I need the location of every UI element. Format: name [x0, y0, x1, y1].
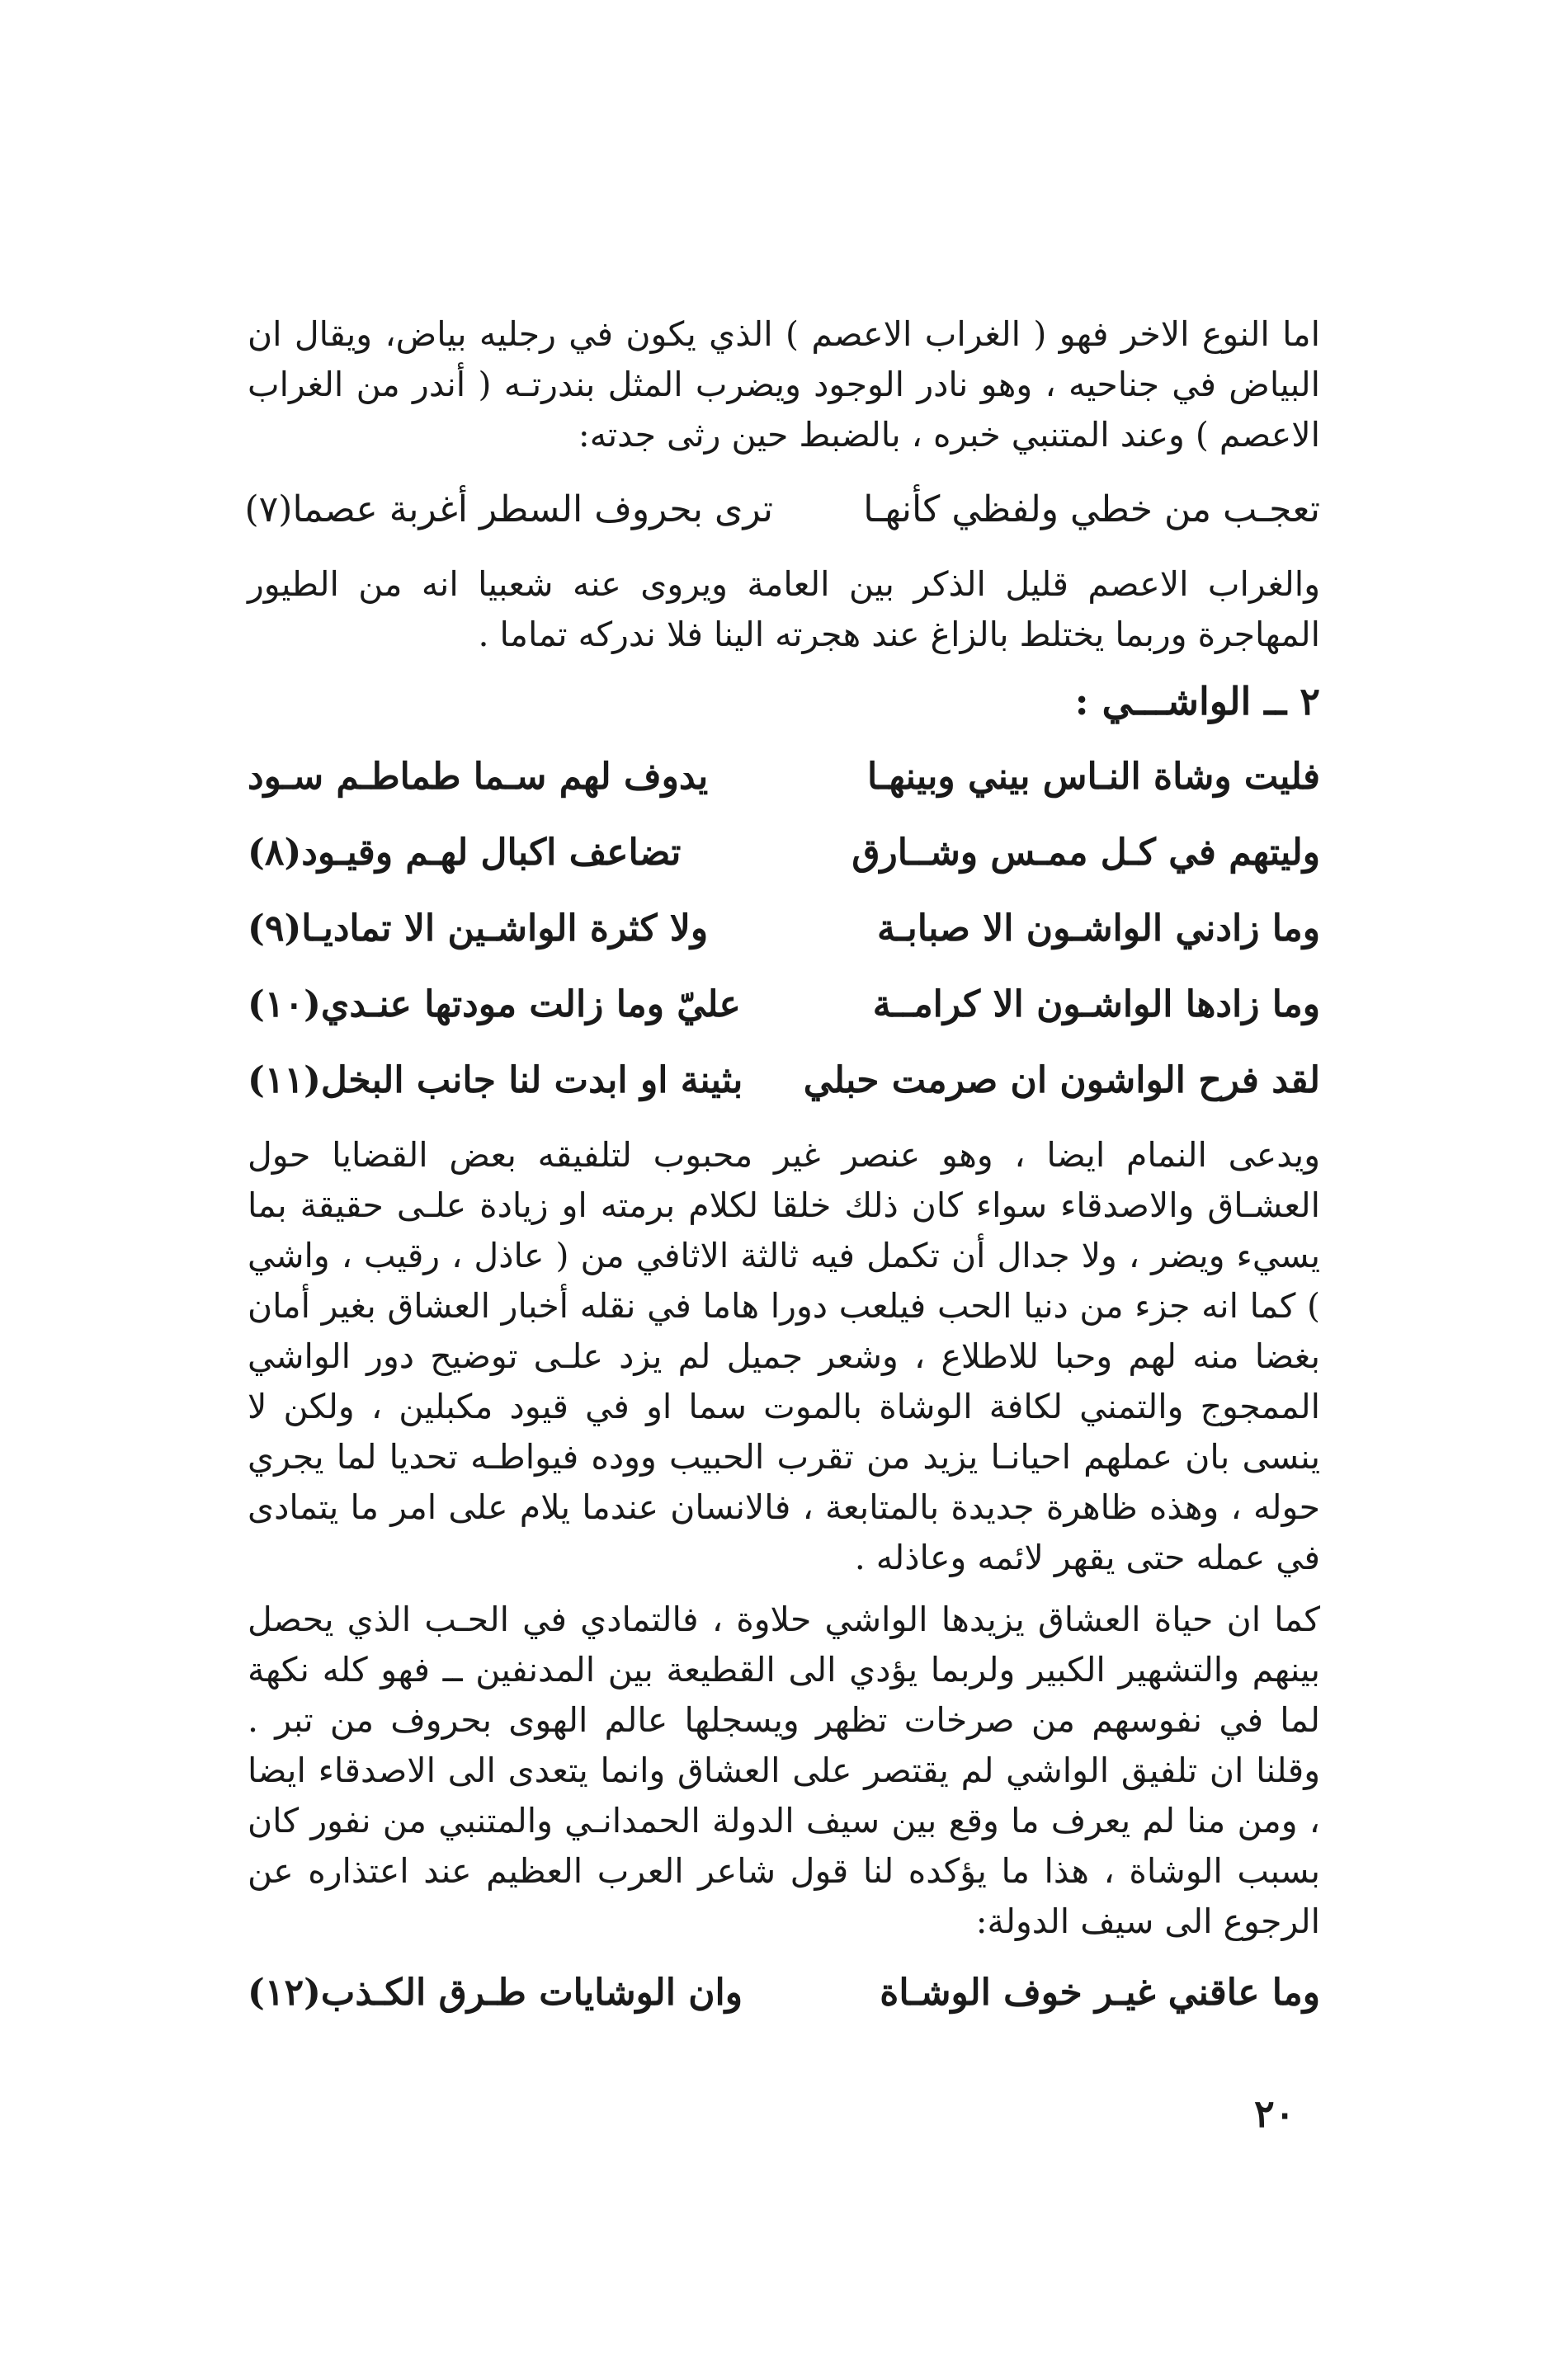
- verse-first-hemistich: وليتهم في كـل ممـس وشــارق: [851, 832, 1320, 874]
- verses-block: [248, 739, 1320, 1119]
- verse-line: [248, 891, 1320, 967]
- paragraph-2: والغراب الاعصم قليل الذكر بين العامة ويروى عنه شعبيا انه من الطيور المهاجرة وربما يختلط بالزاغ عند هجرته الينا فلا ندركه تماما .: [248, 564, 1320, 654]
- verse-line: [244, 472, 1320, 548]
- paragraph-3: ويدعى النمام ايضا ، وهو عنصر غير محبوب لتلفيقه بعض القضايا حول العشـاق والاصدقاء سواء كان ذلك خلقا لكلام برمته او زيادة علـى حقيقة بما يسيء ويضر ، ولا جدال أن تكمل فيه ثالثة الاثافي من ( عاذل ، رقيب ، واشي ) كما انه جزء من دنيا الحب فيلعب دورا هاما في نقله أخبار العشاق بغير أمان بغضا منه لهم وحبا للاطلاع ، وشعر جميل لم يزد علـى توضيح دور الواشي الممجوج والتمني لكافة الوشاة بالموت سما او في قيود مكبلين ، ولكن لا ينسى بان عملهم احيانـا يزيد من تقرب الحبيب ووده فيواطـه تحديا لما يجري حوله ، وهذه ظاهرة جديدة بالمتابعة ، فالانسان عندما يلام على امر ما يتمادى في عمله حتى يقهر لائمه وعاذله .: [248, 1135, 1320, 1577]
- verse-line: [248, 815, 1320, 891]
- verse-first-hemistich: لقد فرح الواشون ان صرمت حبلي: [803, 1059, 1320, 1101]
- verse-second-hemistich: بثينة او ابدت لنا جانب البخل(١١): [248, 1059, 743, 1101]
- verse-first-hemistich: وما زادني الواشـون الا صبابـة: [877, 907, 1320, 950]
- verse-first-hemistich: تعجـب من خطي ولفظي كأنهـا: [863, 488, 1320, 530]
- verse-second-hemistich: عليّ وما زالت مودتها عنـدي(١٠): [248, 983, 741, 1025]
- verse-line: [248, 967, 1320, 1043]
- page-number: ٢٠: [1254, 2091, 1295, 2136]
- verse-line: [248, 739, 1320, 815]
- verse-second-hemistich: تضاعف اكبال لهـم وقيـود(٨): [248, 832, 682, 874]
- paragraph-4: كما ان حياة العشاق يزيدها الواشي حلاوة ، فالتمادي في الحـب الذي يحصل بينهم والتشهير الكبير ولربما يؤدي الى القطيعة بين المدنفين ــ فهو كله نكهة لما في نفوسهم من صرخات تظهر ويسجلها عالم الهوى بحروف من تبر . وقلنا ان تلفيق الواشي لم يقتصر على العشاق وانما يتعدى الى الاصدقاء ايضا ، ومن منا لم يعرف ما وقع بين سيف الدولة الحمدانـي والمتنبي من نفور كان بسبب الوشاة ، هذا ما يؤكده لنا قول شاعر العرب العظيم عند اعتذاره عن الرجوع الى سيف الدولة:: [248, 1600, 1320, 1941]
- verse-first-hemistich: فليت وشاة النـاس بيني وبينهـا: [867, 756, 1320, 798]
- verse-second-hemistich: يدوف لهم سـما طماطـم سـود: [248, 756, 709, 798]
- intro-paragraph: اما النوع الاخر فهو ( الغراب الاعصم ) الذي يكون في رجليه بياض، ويقال ان البياض في جناحيه ، وهو نادر الوجود ويضرب المثل بندرتـه ( أندر من الغراب الاعصم ) وعند المتنبي خبره ، بالضبط حين رثى جدته:: [248, 314, 1320, 455]
- verse-second-hemistich: ولا كثرة الواشـين الا تماديـا(٩): [248, 907, 709, 950]
- verse-second-hemistich: وان الوشايات طـرق الكـذب(١٢): [248, 1972, 743, 2014]
- final-verse-line: [248, 1955, 1320, 2031]
- verse-line: [248, 1043, 1320, 1119]
- verse-first-hemistich: وما زادها الواشـون الا كرامــة: [872, 983, 1320, 1025]
- verse-first-hemistich: وما عاقني غيـر خوف الوشـاة: [880, 1972, 1320, 2014]
- verse-second-hemistich: ترى بحروف السطر أغربة عصما(٧): [244, 488, 773, 530]
- section-heading: ٢ ــ الواشـــي :: [1074, 679, 1320, 723]
- page-body: [244, 309, 1320, 2031]
